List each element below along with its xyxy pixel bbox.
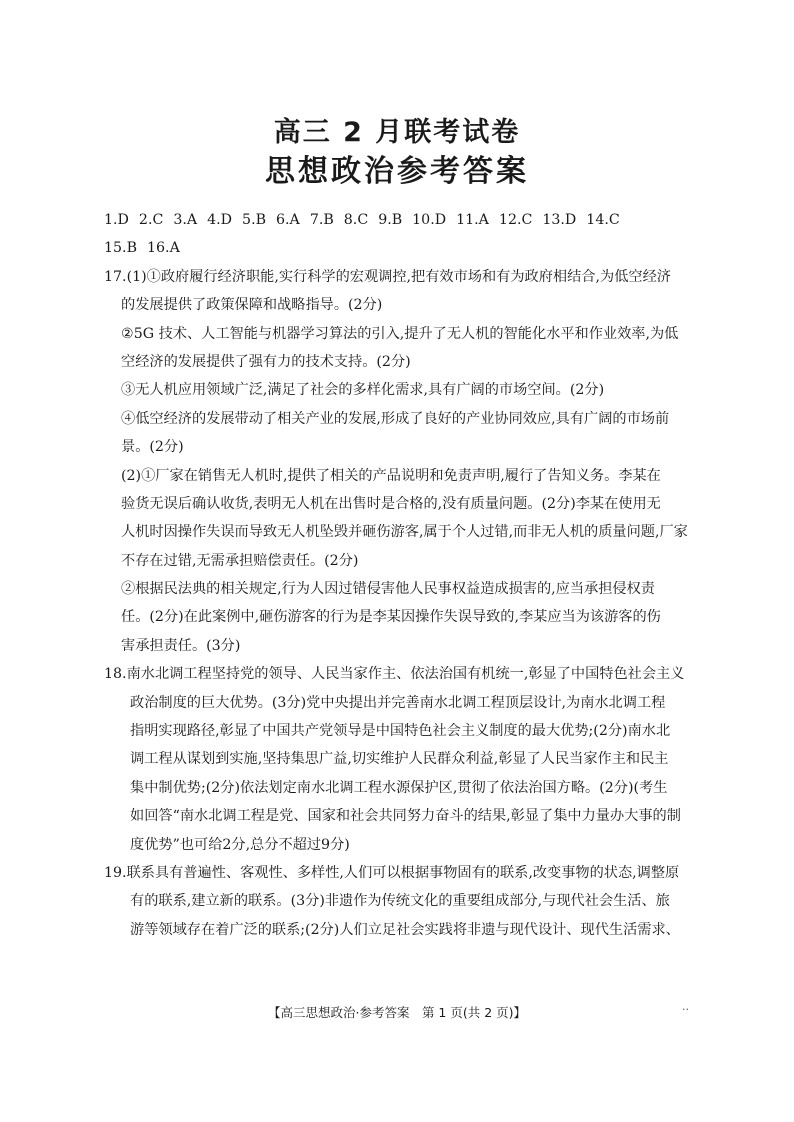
q19-text-line: 19.联系具有普遍性、客观性、多样性,人们可以根据事物固有的联系,改变事物的状态,调整原 xyxy=(104,864,680,881)
choice-answer: 15.B xyxy=(104,240,137,257)
q17-text-line: 景。(2分) xyxy=(121,439,184,456)
q18-text-line: 集中制优势;(2分)依法划定南水北调工程水源保护区,贯彻了依法治国方略。(2分)(考生 xyxy=(130,779,668,796)
q17-text-line: 任。(2分)在此案例中,砸伤游客的行为是李某因操作失误导致的,李某应当为该游客的伤 xyxy=(121,609,661,626)
choice-answer: 6.A xyxy=(276,212,300,228)
choice-answer: 14.C xyxy=(586,212,620,228)
answer-body xyxy=(104,206,696,944)
choice-answer: 5.B xyxy=(242,212,267,228)
choice-answer: 12.C xyxy=(498,212,533,228)
q17-text-line: ④低空经济的发展带动了相关产业的发展,形成了良好的产业协同效应,具有广阔的市场前 xyxy=(121,410,670,427)
choice-answer: 10.D xyxy=(412,212,447,228)
choice-answer: 8.C xyxy=(343,212,369,228)
q17-text-line: 害承担责任。(3分) xyxy=(121,637,241,654)
q18-text-line: 政治制度的巨大优势。(3分)党中央提出并完善南水北调工程顶层设计,为南水北调工程 xyxy=(130,694,666,711)
q19-text-line: 有的联系,建立新的联系。(3分)非遗作为传统文化的重要组成部分,与现代社会生活、旅 xyxy=(130,893,670,910)
q17-text-line: (2)①厂家在销售无人机时,提供了相关的产品说明和免责声明,履行了告知义务。李某在 xyxy=(121,467,661,484)
choice-answer: 4.D xyxy=(207,212,233,228)
choice-answer: 7.B xyxy=(309,212,334,228)
choice-answers-row-2 xyxy=(104,234,696,262)
q18-text-line: 如回答“南水北调工程是党、国家和社会共同努力奋斗的结果,彰显了集中力量办大事的制 xyxy=(130,808,681,825)
q17-text-line: 验货无误后确认收货,表明无人机在出售时是合格的,没有质量问题。(2分)李某在使用无 xyxy=(121,495,661,512)
choice-answers-row-1 xyxy=(104,206,696,234)
choice-answer: 1.D xyxy=(104,212,129,228)
choice-answer: 13.D xyxy=(542,212,577,228)
footer-dots: .. xyxy=(682,1000,689,1013)
q18-text-line: 度优势”也可给2分,总分不超过9分) xyxy=(130,836,350,853)
q19-text-line: 游等领域存在着广泛的联系;(2分)人们立足社会实践将非遗与现代设计、现代生活需求、 xyxy=(130,921,680,938)
q18-text-line: 调工程从谋划到实施,坚持集思广益,切实维护人民群众利益,彰显了人民当家作主和民主 xyxy=(130,751,669,768)
choice-answer: 3.A xyxy=(173,212,198,228)
q17-text-line: 的发展提供了政策保障和战略指导。(2分) xyxy=(121,297,383,314)
page-footer: 【高三思想政治·参考答案 第 1 页(共 2 页)】 xyxy=(267,1005,527,1020)
document-subtitle: 思想政治参考答案 xyxy=(265,154,529,189)
choice-answer: 16.A xyxy=(147,240,180,257)
q17-text-line: 不存在过错,无需承担赔偿责任。(2分) xyxy=(121,552,359,569)
choice-answer: 2.C xyxy=(138,212,164,228)
choice-answer: 11.A xyxy=(456,212,489,228)
q17-text-line: 人机时因操作失误而导致无人机坠毁并砸伤游客,属于个人过错,而非无人机的质量问题,厂家 xyxy=(121,524,688,541)
q18-text-line: 18.南水北调工程坚持党的领导、人民当家作主、依法治国有机统一,彰显了中国特色社会主义 xyxy=(104,666,685,683)
exam-title: 高三 2 月联考试卷 xyxy=(273,117,521,148)
q17-text-line: 空经济的发展提供了强有力的技术支持。(2分) xyxy=(121,353,411,370)
q18-text-line: 指明实现路径,彰显了中国共产党领导是中国特色社会主义制度的最大优势;(2分)南水北 xyxy=(130,723,671,740)
q17-text-line: ②5G 技术、人工智能与机器学习算法的引入,提升了无人机的智能化水平和作业效率,为低 xyxy=(121,325,679,342)
q17-text-line: 17.(1)①政府履行经济职能,实行科学的宏观调控,把有效市场和有为政府相结合,为低空经济 xyxy=(104,268,671,285)
choice-answer: 9.B xyxy=(378,212,403,228)
q17-text-line: ②根据民法典的相关规定,行为人因过错侵害他人民事权益造成损害的,应当承担侵权责 xyxy=(121,581,655,598)
q17-text-line: ③无人机应用领域广泛,满足了社会的多样化需求,具有广阔的市场空间。(2分) xyxy=(121,382,605,399)
